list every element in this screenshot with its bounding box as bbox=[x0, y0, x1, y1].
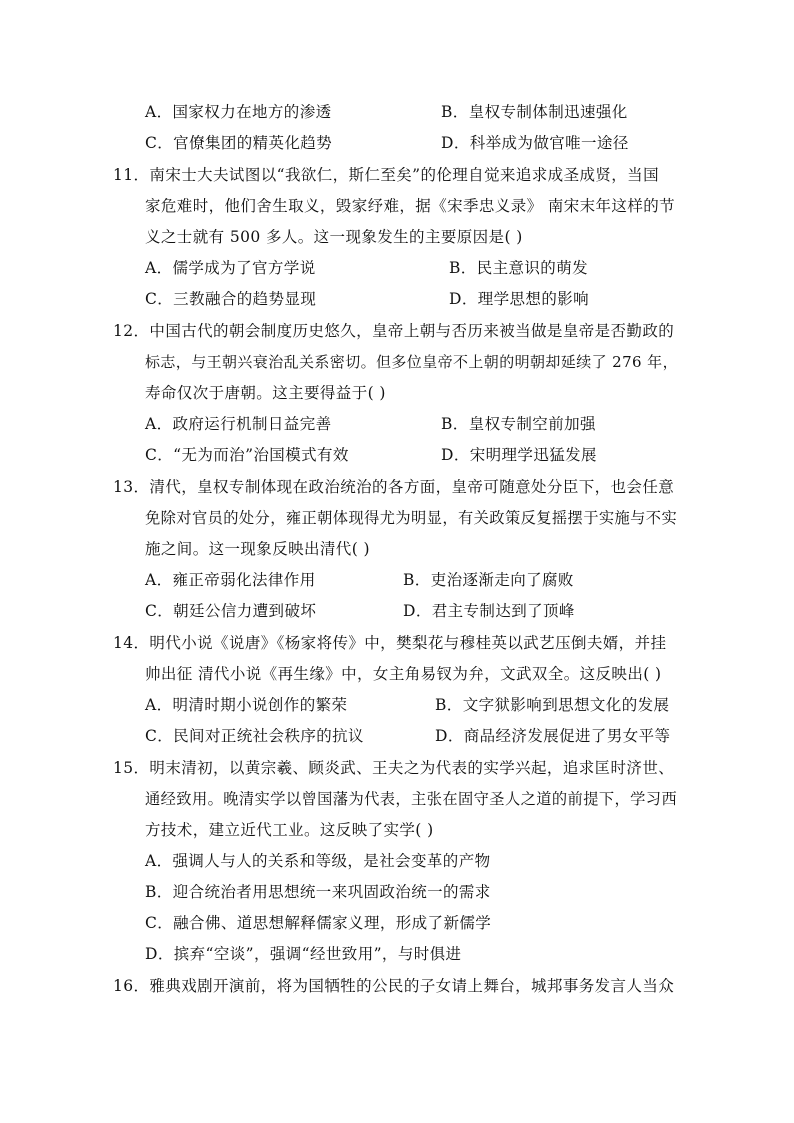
q15-option-b: B．迎合统治者用思想统一来巩固政治统一的需求 bbox=[145, 883, 491, 901]
q12-stem-line-3: 寿命仅次于唐朝。这主要得益于( ) bbox=[145, 384, 386, 402]
q13-option-b: B．吏治逐渐走向了腐败 bbox=[403, 571, 574, 589]
q11-option-a: A．儒学成为了官方学说 bbox=[145, 259, 316, 277]
q13-stem-line-2: 免除对官员的处分，雍正朝体现得尤为明显，有关政策反复摇摆于实施与不实 bbox=[145, 509, 678, 527]
q14-option-b: B．文字狱影响到思想文化的发展 bbox=[435, 696, 670, 714]
q12-option-d: D．宋明理学迅猛发展 bbox=[441, 446, 597, 464]
q10-option-d: D．科举成为做官唯一途径 bbox=[441, 134, 629, 152]
q15-option-d: D．摈弃“空谈”，强调“经世致用”，与时俱进 bbox=[145, 945, 462, 963]
q10-option-b: B．皇权专制体制迅速强化 bbox=[441, 103, 628, 121]
q11-option-c: C．三教融合的趋势显现 bbox=[145, 290, 317, 308]
q15-option-a: A．强调人与人的关系和等级，是社会变革的产物 bbox=[145, 852, 491, 870]
q10-option-c: C．官僚集团的精英化趋势 bbox=[145, 134, 333, 152]
q11-stem-line-1: 11．南宋士大夫试图以“我欲仁，斯仁至矣”的伦理自觉来追求成圣成贤，当国 bbox=[113, 166, 659, 184]
q15-stem-line-1: 15．明末清初，以黄宗羲、顾炎武、王夫之为代表的实学兴起，追求匡时济世、 bbox=[113, 759, 675, 777]
q14-option-d: D．商品经济发展促进了男女平等 bbox=[435, 727, 671, 745]
q13-stem-line-1: 13．清代，皇权专制体现在政治统治的各方面，皇帝可随意处分臣下，也会任意 bbox=[113, 478, 675, 496]
q14-stem-line-1: 14．明代小说《说唐》《杨家将传》中，樊梨花与穆桂英以武艺压倒夫婿，并挂 bbox=[113, 634, 667, 652]
q13-stem-line-3: 施之间。这一现象反映出清代( ) bbox=[145, 540, 370, 558]
q12-option-a: A．政府运行机制日益完善 bbox=[145, 415, 332, 433]
q15-stem-line-3: 方技术，建立近代工业。这反映了实学( ) bbox=[145, 821, 434, 839]
q12-stem-line-2: 标志，与王朝兴衰治乱关系密切。但多位皇帝不上朝的明朝却延续了 276 年， bbox=[145, 353, 678, 371]
q11-stem-line-2: 家危难时，他们舍生取义，毁家纾难，据《宋季忠义录》 南宋末年这样的节 bbox=[145, 197, 676, 215]
q11-option-b: B．民主意识的萌发 bbox=[449, 259, 588, 277]
q13-option-a: A．雍正帝弱化法律作用 bbox=[145, 571, 316, 589]
q11-stem-line-3: 义之士就有 500 多人。这一现象发生的主要原因是( ) bbox=[145, 228, 523, 246]
q10-option-a: A．国家权力在地方的渗透 bbox=[145, 103, 332, 121]
q15-option-c: C．融合佛、道思想解释儒家义理，形成了新儒学 bbox=[145, 914, 492, 932]
q16-stem-line-1: 16．雅典戏剧开演前，将为国牺牲的公民的子女请上舞台，城邦事务发言人当众 bbox=[113, 977, 675, 995]
q11-option-d: D．理学思想的影响 bbox=[449, 290, 590, 308]
q14-option-a: A．明清时期小说创作的繁荣 bbox=[145, 696, 348, 714]
q12-option-b: B．皇权专制空前加强 bbox=[441, 415, 596, 433]
q14-stem-line-2: 帅出征 清代小说《再生缘》中，女主角易钗为弁，文武双全。这反映出( ) bbox=[145, 665, 662, 683]
q13-option-d: D．君主专制达到了顶峰 bbox=[403, 602, 575, 620]
q13-option-c: C．朝廷公信力遭到破坏 bbox=[145, 602, 317, 620]
q12-stem-line-1: 12．中国古代的朝会制度历史悠久，皇帝上朝与否历来被当做是皇帝是否勤政的 bbox=[113, 322, 675, 340]
q12-option-c: C．“无为而治”治国模式有效 bbox=[145, 446, 349, 464]
q14-option-c: C．民间对正统社会秩序的抗议 bbox=[145, 727, 364, 745]
q15-stem-line-2: 通经致用。晚清实学以曾国藩为代表，主张在固守圣人之道的前提下，学习西 bbox=[145, 790, 678, 808]
